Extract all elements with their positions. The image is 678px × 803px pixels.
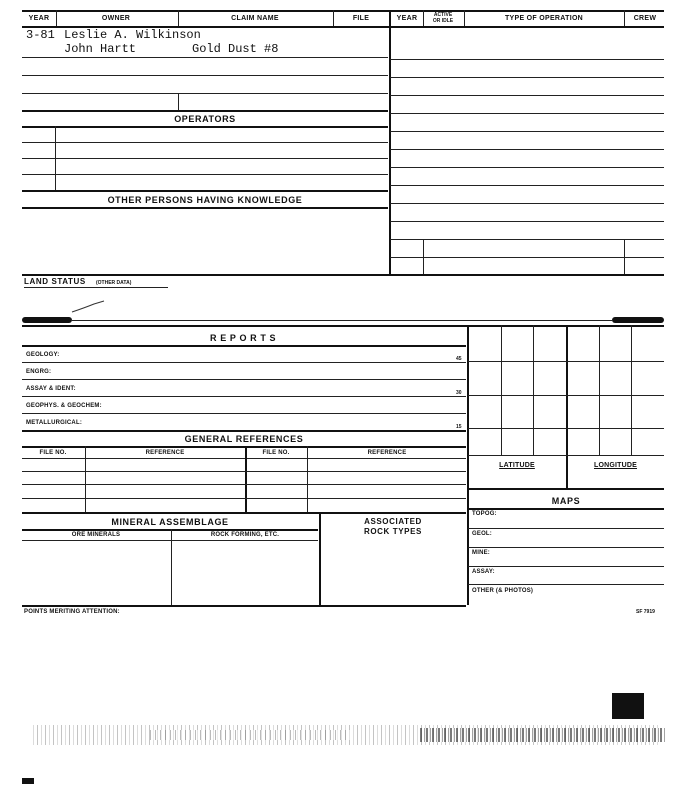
longitude-label: LONGITUDE	[593, 462, 638, 469]
reports-row-metallurgical: METALLURGICAL:	[26, 420, 83, 426]
ore-minerals-header: ORE MINERALS	[71, 532, 121, 538]
reports-row-geophys: GEOPHYS. & GEOCHEM:	[26, 403, 102, 409]
associated-rock-types-2: ROCK TYPES	[363, 527, 422, 536]
maps-row-other: OTHER (& PHOTOS)	[472, 588, 534, 594]
rock-forming-header: ROCK FORMING, ETC.	[210, 532, 280, 538]
reports-row-geology: GEOLOGY:	[26, 352, 60, 358]
ref-header-file-no-2: FILE NO.	[262, 450, 290, 456]
header-file: FILE	[352, 15, 370, 22]
header-year: YEAR	[28, 15, 50, 22]
ref-header-reference-2: REFERENCE	[367, 450, 407, 456]
maps-row-assay: ASSAY:	[472, 569, 495, 575]
header-or-idle: OR IDLE	[432, 18, 454, 24]
ref-header-reference: REFERENCE	[145, 450, 185, 456]
maps-row-topog: TOPOG:	[472, 511, 497, 517]
reports-title: R E P O R T S	[210, 333, 277, 343]
general-references-title: GENERAL REFERENCES	[184, 434, 304, 444]
scale-45: 45	[456, 356, 462, 362]
form-number: SF 7919	[636, 609, 655, 615]
entry-claim: Gold Dust #8	[192, 42, 279, 56]
other-persons-label: OTHER PERSONS HAVING KNOWLEDGE	[107, 195, 303, 205]
maps-title: MAPS	[551, 496, 581, 506]
operators-label: OPERATORS	[174, 114, 236, 124]
land-status-title: LAND STATUS	[24, 277, 86, 286]
left-bar	[22, 317, 72, 323]
header-year-2: YEAR	[396, 15, 418, 22]
header-crew: CREW	[633, 15, 657, 22]
ref-header-file-no: FILE NO.	[39, 450, 67, 456]
entry-year: 3-81	[26, 28, 55, 42]
scale-15: 15	[456, 424, 462, 430]
points-meriting-attention: POINTS MERITING ATTENTION:	[24, 609, 120, 615]
entry-owner-2: John Hartt	[64, 42, 137, 56]
entry-owner-1: Leslie A. Wilkinson	[64, 28, 201, 42]
latitude-label: LATITUDE	[499, 462, 535, 469]
mineral-title: MINERAL ASSEMBLAGE	[111, 517, 229, 527]
associated-rock-types-1: ASSOCIATED	[364, 517, 422, 526]
maps-row-geol: GEOL:	[472, 531, 492, 537]
pen-mark	[70, 300, 110, 314]
maps-row-mine: MINE:	[472, 550, 490, 556]
right-bar	[612, 317, 664, 323]
header-owner: OWNER	[101, 15, 131, 22]
reports-row-engrg: ENGRG:	[26, 369, 52, 375]
scale-30: 30	[456, 390, 462, 396]
header-type-of-operation: TYPE OF OPERATION	[504, 15, 584, 22]
reports-row-assay: ASSAY & IDENT:	[26, 386, 76, 392]
header-claim-name: CLAIM NAME	[231, 15, 279, 22]
land-status-subtitle: (OTHER DATA)	[96, 280, 132, 286]
header-active: ACTIVE	[433, 12, 453, 18]
